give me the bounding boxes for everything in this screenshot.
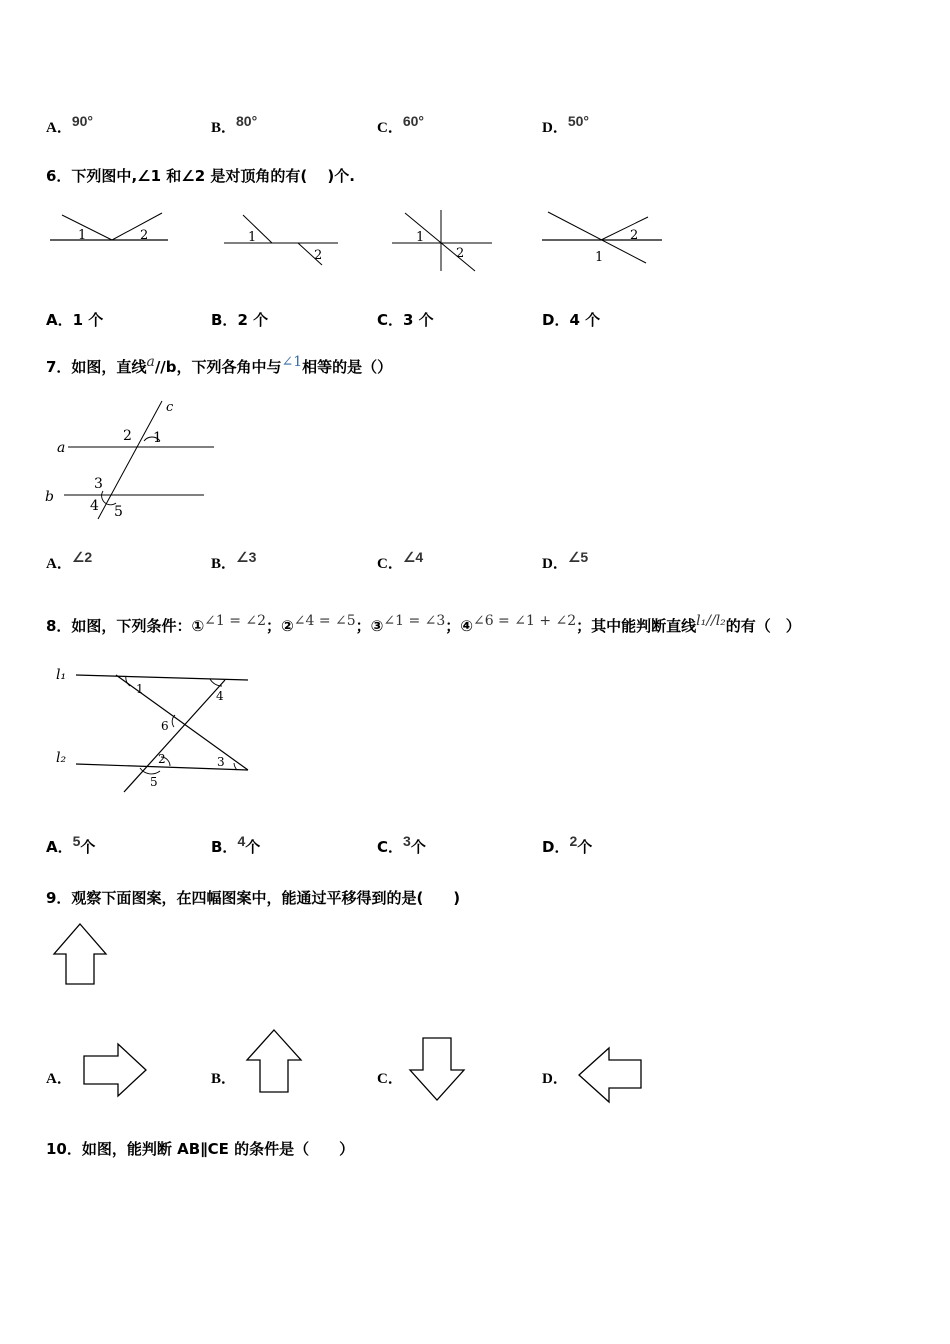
q6-figure-2 (224, 215, 338, 265)
q9-option-c: C． (377, 1071, 403, 1087)
q9-option-b-arrow-up-icon (243, 1026, 305, 1096)
svg-text:1: 1 (416, 230, 425, 245)
q6-figures (40, 205, 680, 275)
svg-text:6: 6 (161, 719, 169, 733)
q5-option-b-value: 80° (236, 113, 258, 129)
svg-text:5: 5 (150, 775, 158, 789)
svg-text:l₂: l₂ (56, 750, 67, 766)
q9-option-a-arrow-right-icon (80, 1040, 152, 1100)
q6-option-c: C．3 个 (377, 311, 434, 329)
svg-text:4: 4 (90, 498, 99, 514)
q7-figure (40, 395, 230, 525)
q8-option-d: D．2个 (542, 833, 593, 856)
svg-text:1: 1 (78, 228, 87, 243)
q6-stem: 6．下列图中,∠1 和∠2 是对顶角的有( )个. (46, 167, 355, 185)
q10-stem: 10．如图，能判断 AB∥CE 的条件是（ ） (46, 1140, 355, 1158)
q9-source-arrow-up-icon (50, 920, 110, 990)
q7-option-a: A．∠2 (46, 549, 93, 572)
svg-text:3: 3 (94, 476, 103, 492)
svg-text:a: a (57, 440, 66, 456)
q6-figure-1 (50, 213, 168, 243)
q9-option-a: A． (46, 1071, 72, 1087)
svg-text:2: 2 (314, 248, 323, 263)
q7-stem: 7．如图，直线a//b，下列各角中与∠1相等的是（） (46, 354, 393, 376)
svg-text:1: 1 (136, 682, 144, 696)
q8-stem: 8．如图，下列条件：①∠1 = ∠2；②∠4 = ∠5；③∠1 = ∠3；④∠6 = ∠1 + ∠2；其中能判断直线l₁//l₂的有（ ） (46, 613, 801, 635)
q8-option-c: C．3个 (377, 833, 426, 856)
q6-figure-4 (542, 212, 662, 265)
q6-figure-3 (392, 210, 492, 271)
svg-text:2: 2 (158, 752, 166, 766)
svg-text:1: 1 (153, 430, 162, 446)
q6-option-d: D．4 个 (542, 311, 601, 329)
q8-option-b: B．4个 (211, 833, 261, 856)
svg-text:b: b (45, 489, 54, 505)
q5-option-d: D．50° (542, 113, 590, 136)
q8-option-a: A．5个 (46, 833, 96, 856)
svg-text:2: 2 (140, 228, 149, 243)
svg-text:2: 2 (123, 428, 132, 444)
q9-option-d: D． (542, 1071, 568, 1087)
q7-option-b: B．∠3 (211, 549, 257, 572)
q8-figure (40, 658, 270, 798)
svg-text:c: c (166, 400, 174, 415)
q5-option-c-value: 60° (402, 113, 425, 129)
svg-text:l₁: l₁ (56, 667, 67, 683)
q7-option-c: C．∠4 (377, 549, 424, 572)
q5-option-a: A．90° (46, 113, 94, 136)
q5-option-a-value: 90° (71, 113, 94, 129)
svg-text:1: 1 (595, 250, 604, 265)
q5-option-b: B．80° (211, 113, 258, 136)
q9-option-b: B． (211, 1071, 237, 1087)
svg-text:4: 4 (216, 689, 224, 703)
q9-option-c-arrow-down-icon (406, 1034, 468, 1104)
svg-text:5: 5 (114, 504, 123, 520)
q5-option-c: C．60° (377, 113, 425, 136)
q6-option-b: B．2 个 (211, 311, 269, 329)
svg-text:2: 2 (456, 246, 465, 261)
svg-text:1: 1 (248, 230, 257, 245)
svg-text:3: 3 (217, 755, 225, 769)
q9-option-d-arrow-left-icon (575, 1044, 647, 1106)
svg-text:2: 2 (630, 228, 639, 243)
q6-option-a: A．1 个 (46, 311, 104, 329)
q7-option-d: D．∠5 (542, 549, 589, 572)
q5-option-d-value: 50° (567, 113, 590, 129)
q9-stem: 9．观察下面图案，在四幅图案中，能通过平移得到的是( ) (46, 889, 461, 907)
